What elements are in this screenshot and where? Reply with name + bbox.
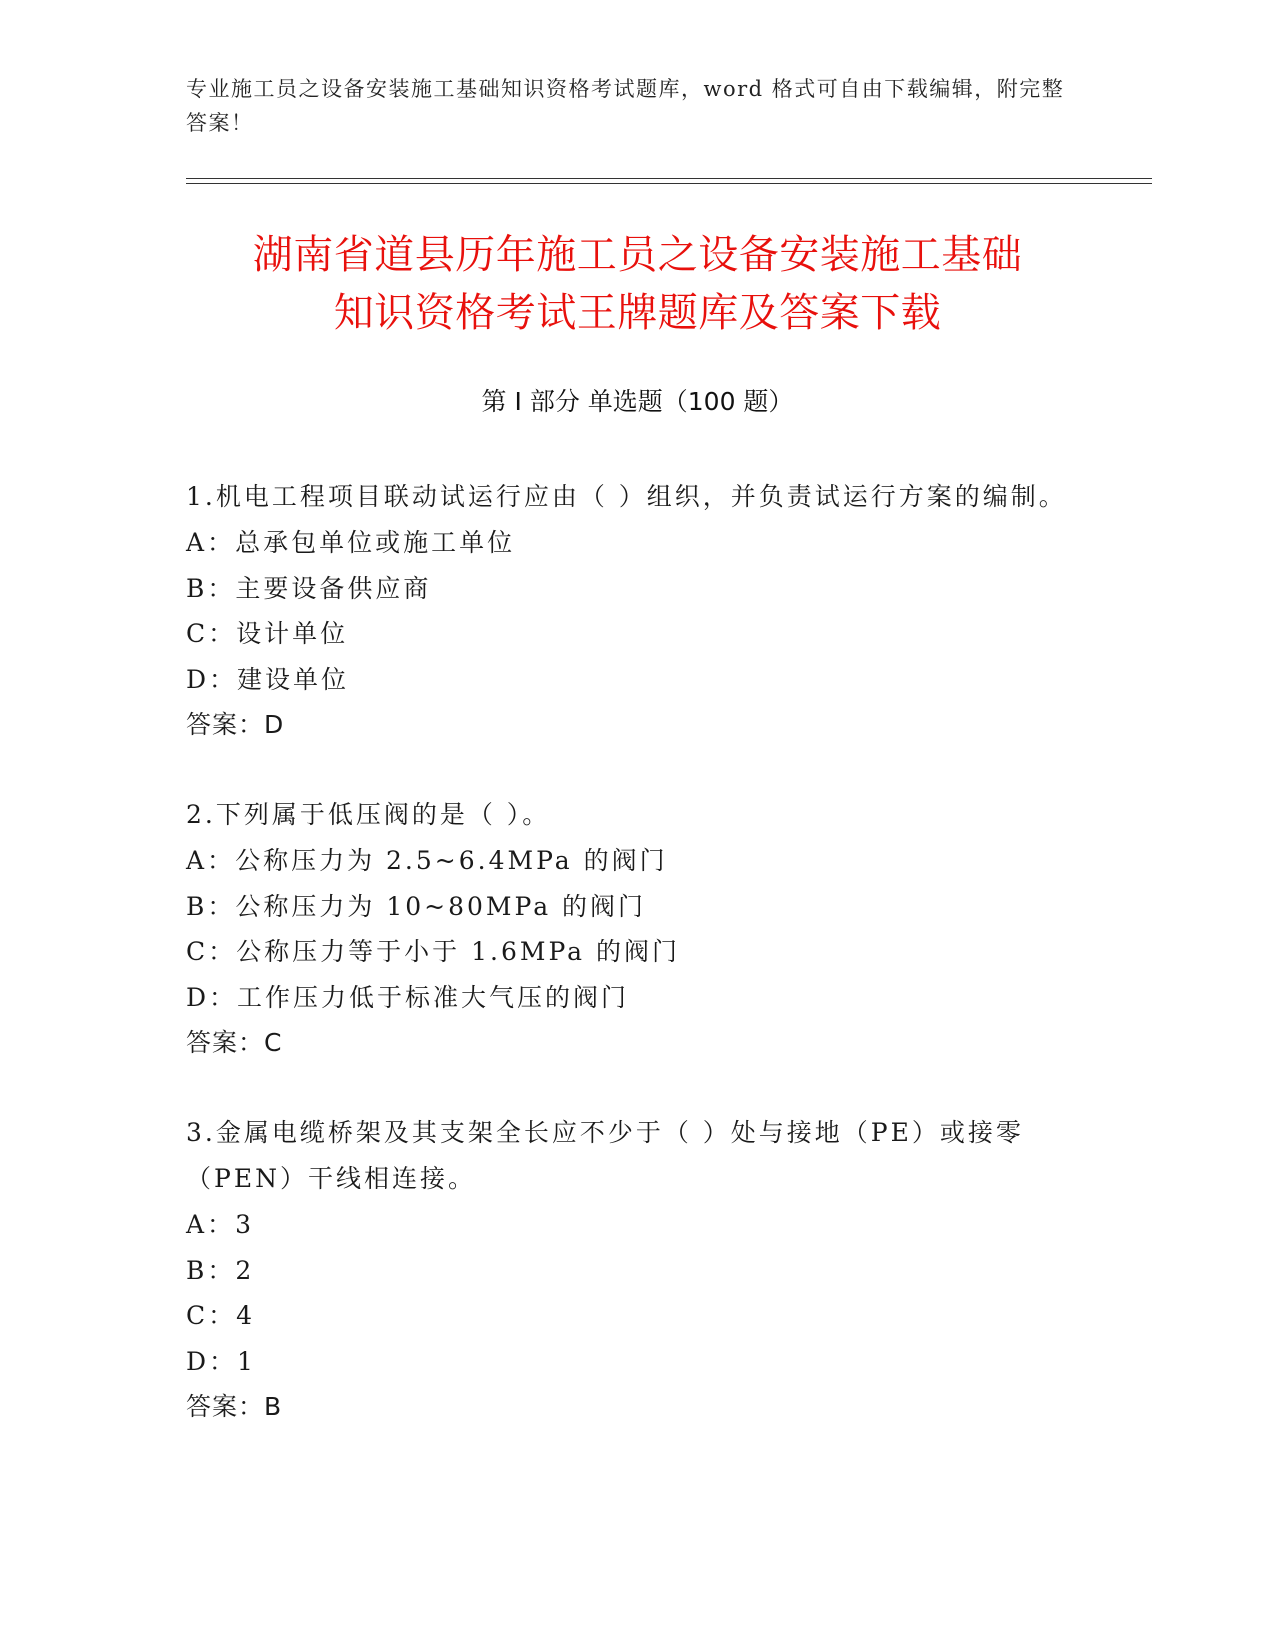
question-stem: 1.机电工程项目联动试运行应由（ ）组织，并负责试运行方案的编制。 [186, 482, 1067, 511]
option-text: 公称压力等于小于 1.6MPa 的阀门 [236, 937, 680, 966]
option-text: 建设单位 [237, 664, 350, 694]
option-text: 1 [237, 1346, 256, 1376]
header-divider-top [186, 178, 1152, 179]
answer-line [186, 702, 1086, 747]
answer-label: 答案： [186, 710, 265, 739]
document-title [150, 226, 1125, 342]
option-key: C： [186, 937, 237, 966]
option-key: B： [186, 891, 236, 921]
option-b [186, 566, 1086, 612]
answer-value: B [264, 1392, 283, 1421]
option-d [186, 1339, 1086, 1385]
option-text: 3 [235, 1210, 254, 1239]
title-line-1: 湖南省道县历年施工员之设备安装施工基础 [252, 232, 1023, 278]
option-a [186, 1202, 1086, 1248]
option-key: B： [186, 1255, 236, 1285]
answer-line [186, 1020, 1086, 1065]
question-stem: 2.下列属于低压阀的是（ ）。 [186, 800, 551, 829]
question-list [186, 474, 1086, 1474]
question-2 [186, 792, 1086, 1065]
answer-label: 答案： [186, 1028, 265, 1057]
option-a [186, 520, 1086, 566]
option-key: B： [186, 573, 236, 603]
section-heading: 第 I 部分 单选题（100 题） [481, 387, 794, 416]
option-key: D： [186, 664, 238, 694]
option-c [186, 929, 1086, 975]
option-a [186, 838, 1086, 884]
option-key: D： [186, 982, 238, 1012]
option-text: 公称压力为 10~80MPa 的阀门 [235, 891, 647, 921]
option-key: C： [186, 619, 237, 648]
header-divider-bottom [186, 183, 1152, 184]
option-d [186, 975, 1086, 1021]
option-text: 设计单位 [236, 619, 349, 648]
option-c [186, 611, 1086, 657]
question-1 [186, 474, 1086, 747]
option-text: 总承包单位或施工单位 [235, 528, 516, 557]
option-key: A： [186, 1210, 236, 1239]
option-key: D： [186, 1346, 238, 1376]
option-b [186, 884, 1086, 930]
answer-label: 答案： [186, 1392, 265, 1421]
header-note: 专业施工员之设备安装施工基础知识资格考试题库，word 格式可自由下载编辑，附完整答案！ [186, 77, 1065, 135]
title-line-2: 知识资格考试王牌题库及答案下载 [333, 290, 942, 336]
option-b [186, 1248, 1086, 1294]
question-stem: 3.金属电缆桥架及其支架全长应不少于（ ）处与接地（PE）或接零（PEN）干线相连接。 [186, 1118, 1024, 1193]
option-text: 工作压力低于标准大气压的阀门 [237, 982, 630, 1012]
answer-line [186, 1384, 1086, 1429]
answer-value: D [264, 710, 285, 739]
option-d [186, 657, 1086, 703]
option-text: 公称压力为 2.5~6.4MPa 的阀门 [235, 846, 668, 875]
option-key: A： [186, 528, 236, 557]
option-c [186, 1293, 1086, 1339]
option-key: A： [186, 846, 236, 875]
option-key: C： [186, 1301, 237, 1330]
option-text: 4 [236, 1301, 256, 1330]
option-text: 2 [235, 1255, 255, 1285]
option-text: 主要设备供应商 [235, 573, 432, 603]
answer-value: C [264, 1028, 283, 1057]
question-3 [186, 1110, 1086, 1429]
